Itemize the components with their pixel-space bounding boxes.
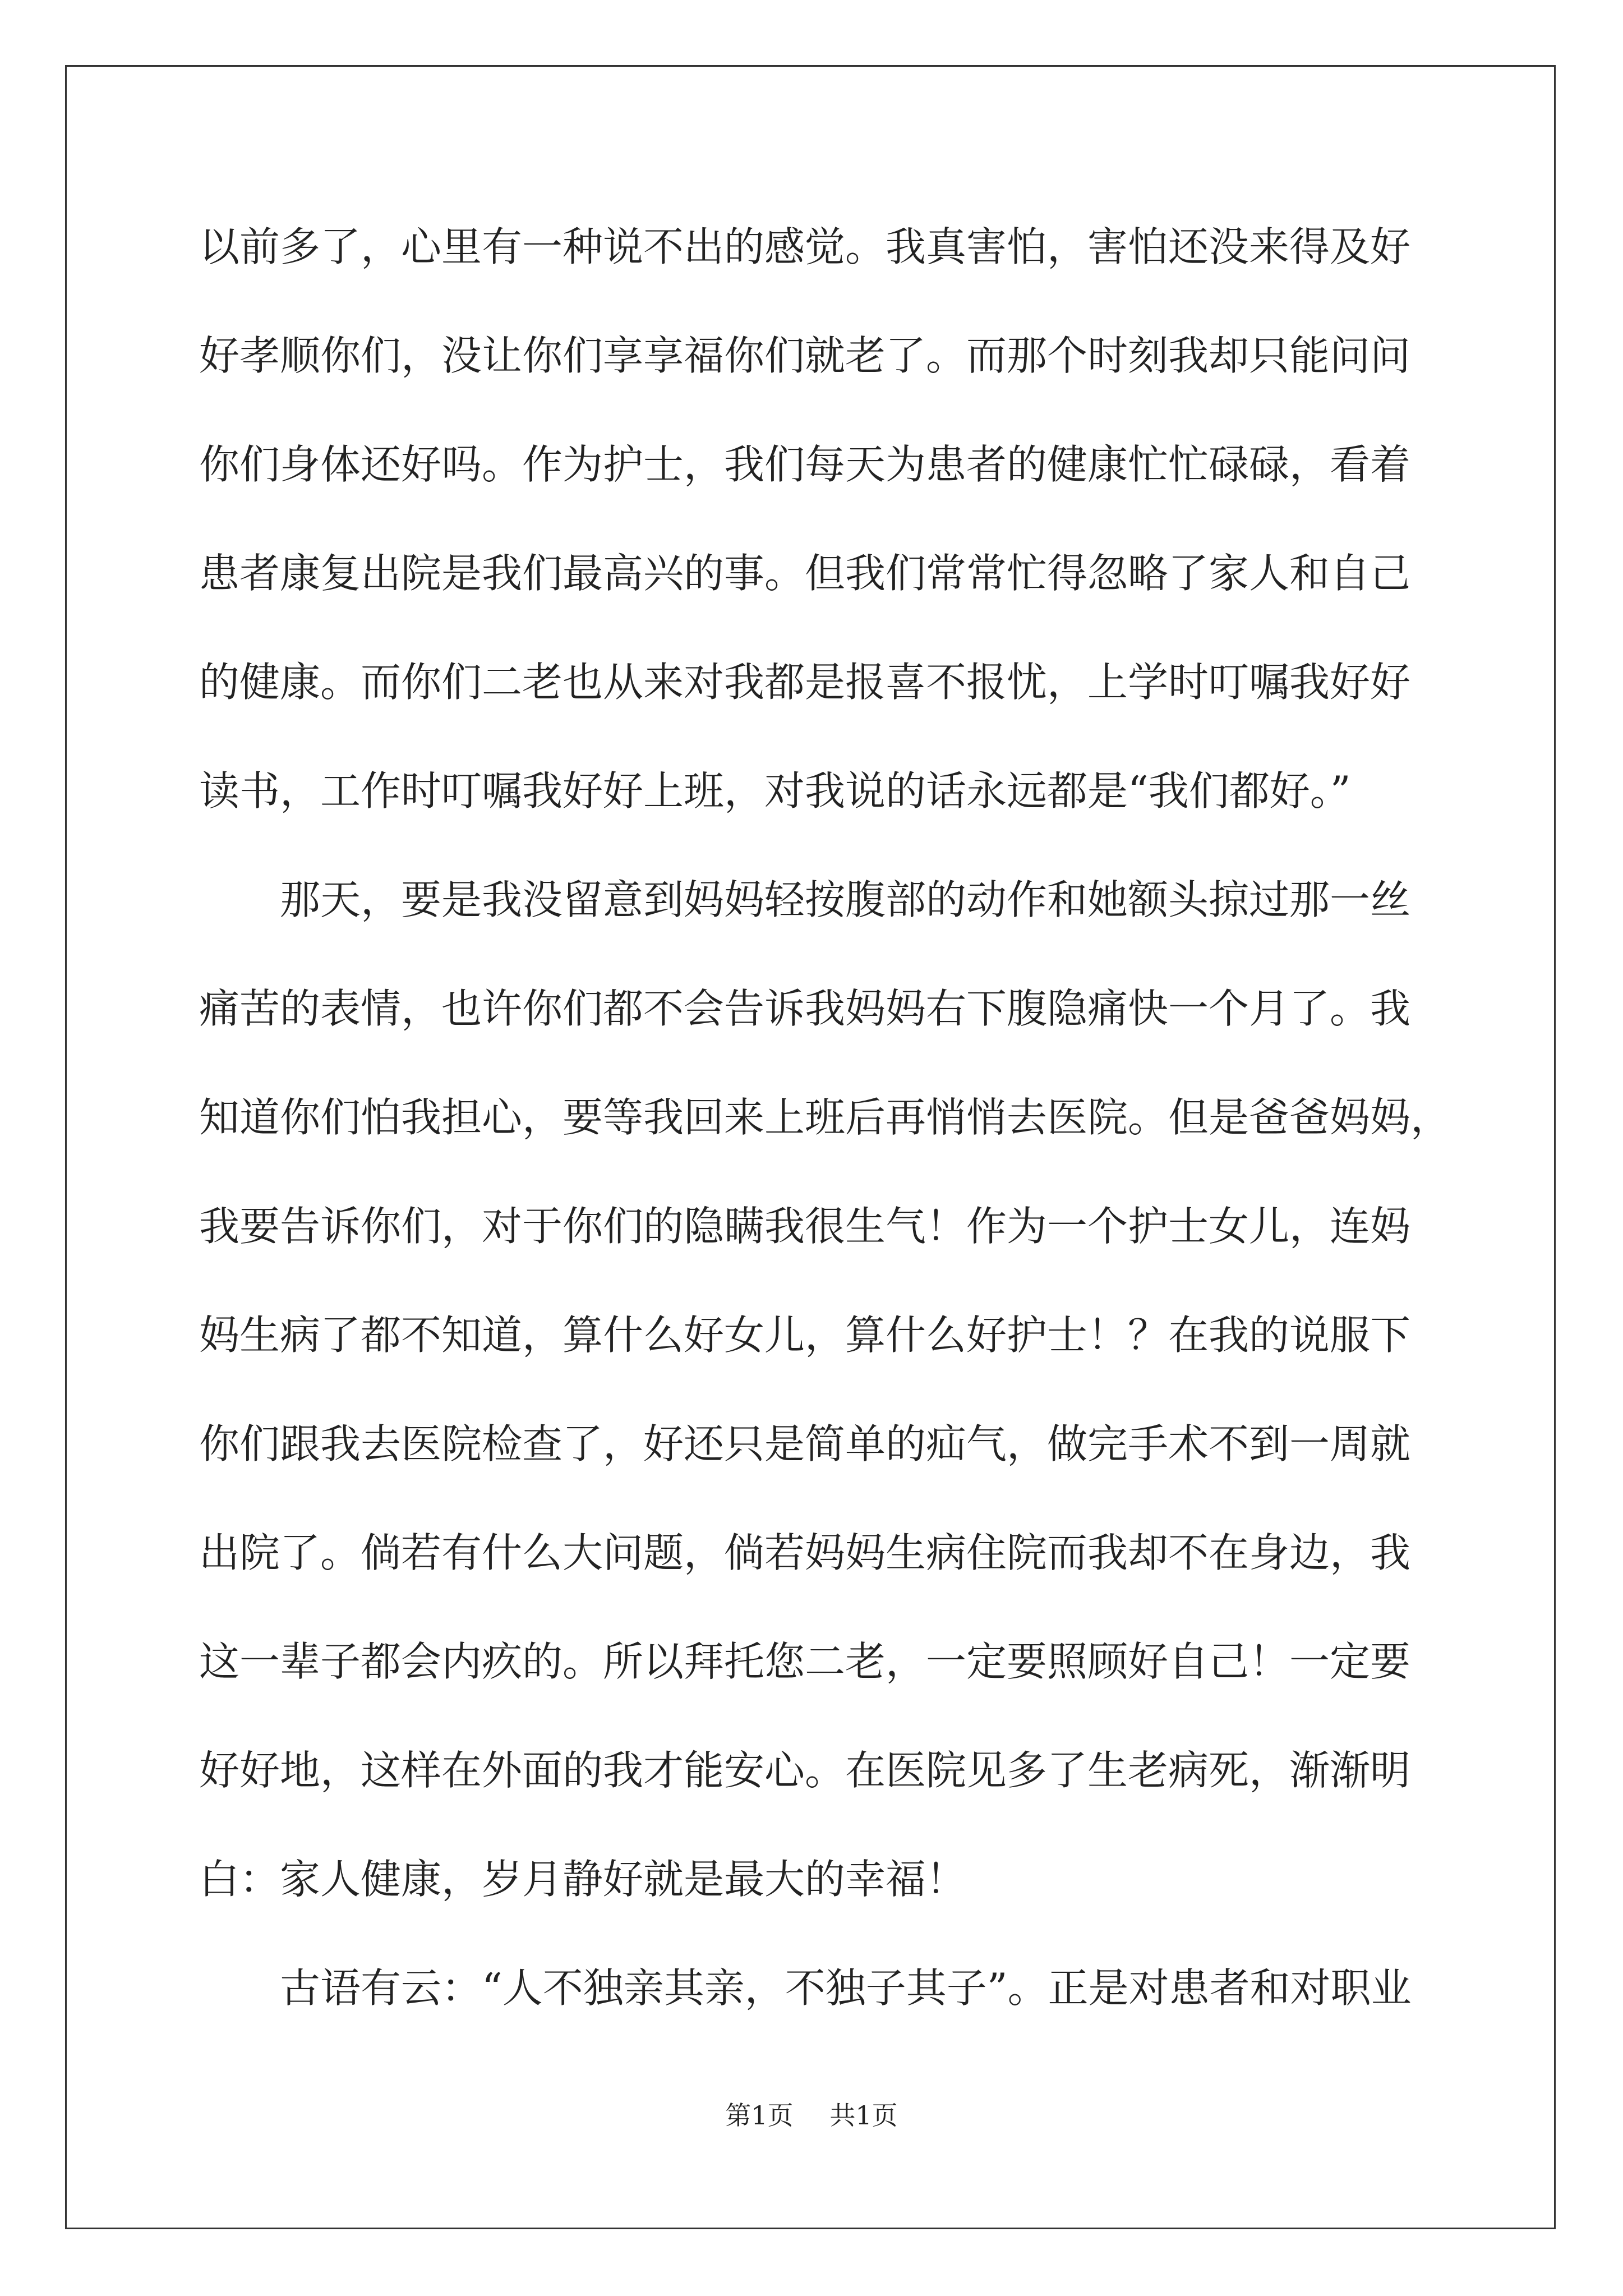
text-line: 好好地，这样在外面的我才能安心。在医院见多了生老病死，渐渐明: [199, 1747, 1411, 1794]
text-line: 出院了。倘若有什么大问题，倘若妈妈生病住院而我却不在身边，我: [199, 1529, 1411, 1576]
text-line: 以前多了，心里有一种说不出的感觉。我真害怕，害怕还没来得及好: [199, 223, 1411, 270]
text-line: 白：家人健康，岁月静好就是最大的幸福！: [199, 1856, 967, 1903]
text-line: 痛苦的表情，也许你们都不会告诉我妈妈右下腹隐痛快一个月了。我: [199, 985, 1411, 1032]
page-number: 第1页: [725, 2100, 794, 2131]
text-line: 那天，要是我没留意到妈妈轻按腹部的动作和她额头掠过那一丝: [199, 876, 1411, 923]
text-line: 古语有云：“人不独亲其亲，不独子其子”。正是对患者和对职业: [199, 1964, 1412, 2012]
page-footer: [0, 2095, 1623, 2132]
text-line: 你们跟我去医院检查了，好还只是简单的疝气，做完手术不到一周就: [199, 1420, 1411, 1467]
text-line: 你们身体还好吗。作为护士，我们每天为患者的健康忙忙碌碌，看着: [199, 441, 1411, 488]
text-line: 读书，工作时叮嘱我好好上班，对我说的话永远都是“我们都好。”: [199, 767, 1351, 815]
document-body: [199, 213, 1451, 2063]
text-line: 这一辈子都会内疚的。所以拜托您二老，一定要照顾好自己！一定要: [199, 1638, 1411, 1685]
text-line: 好孝顺你们，没让你们享享福你们就老了。而那个时刻我却只能问问: [199, 332, 1411, 379]
text-line: 知道你们怕我担心，要等我回来上班后再悄悄去医院。但是爸爸妈妈，: [199, 1094, 1451, 1141]
text-line: 患者康复出院是我们最高兴的事。但我们常常忙得忽略了家人和自己: [199, 550, 1411, 597]
page-total: 共1页: [829, 2100, 898, 2131]
text-line: 的健康。而你们二老也从来对我都是报喜不报忧，上学时叮嘱我好好: [199, 659, 1411, 706]
text-line: 我要告诉你们，对于你们的隐瞒我很生气！作为一个护士女儿，连妈: [199, 1203, 1411, 1250]
text-line: 妈生病了都不知道，算什么好女儿，算什么好护士！？在我的说服下: [199, 1312, 1411, 1359]
